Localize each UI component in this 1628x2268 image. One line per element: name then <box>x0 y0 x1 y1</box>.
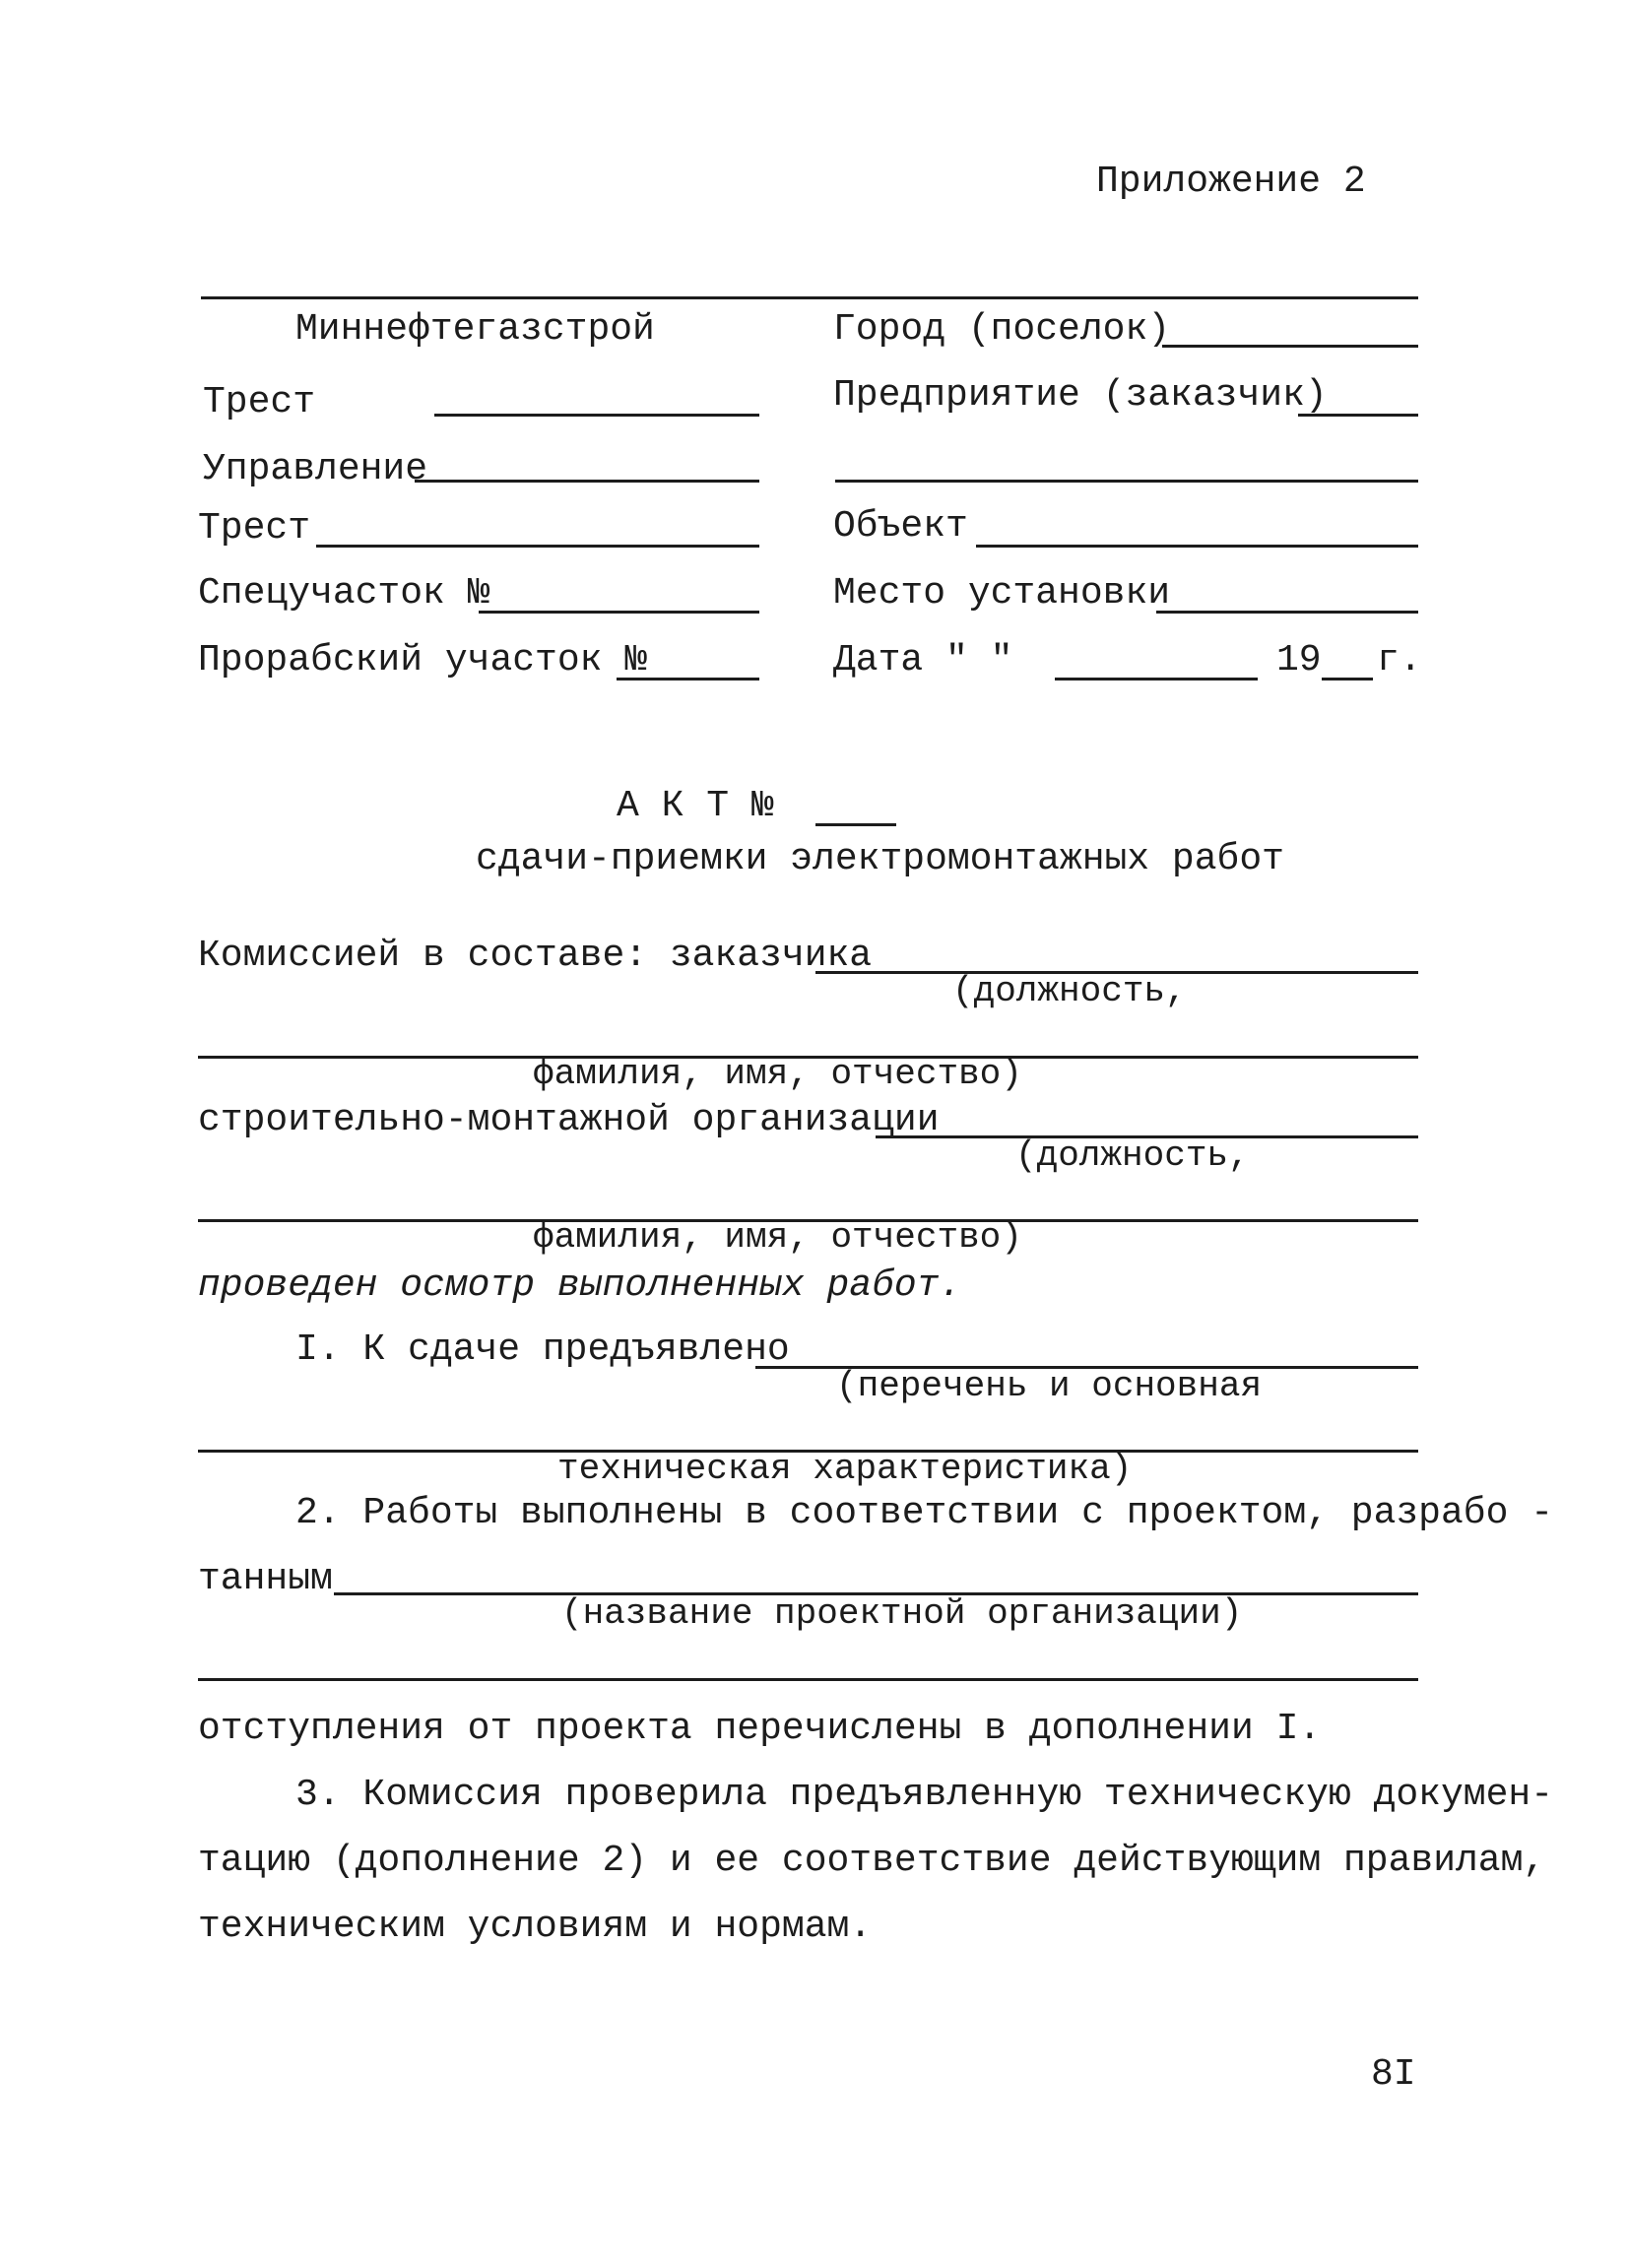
install-place-label: Место установки <box>833 572 1171 615</box>
appendix-label: Приложение 2 <box>1096 161 1366 203</box>
trust2-field[interactable] <box>316 545 759 548</box>
fio-caption-1: фамилия, имя, отчество) <box>533 1054 1022 1094</box>
year-prefix: 19 <box>1276 639 1322 681</box>
special-section-label: Спецучасток № <box>198 572 490 615</box>
item3-line3: техническим условиям и нормам. <box>198 1906 873 1948</box>
date-year-field[interactable] <box>1322 678 1373 680</box>
list-caption: (перечень и основная <box>836 1366 1263 1406</box>
install-place-field[interactable] <box>1156 611 1418 614</box>
enterprise-field-2[interactable] <box>835 480 1418 483</box>
item2-line2: танным <box>198 1558 333 1600</box>
enterprise-label: Предприятие (заказчик) <box>833 374 1328 417</box>
city-label: Город (поселок) <box>833 308 1171 351</box>
sm-org-label: строительно-монтажной организации <box>198 1099 940 1141</box>
year-suffix: г. <box>1377 639 1422 681</box>
special-section-field[interactable] <box>479 611 759 614</box>
tech-caption: техническая характеристика) <box>557 1449 1133 1489</box>
city-field[interactable] <box>1162 345 1418 348</box>
item3-line1: 3. Комиссия проверила предъявленную техническую докумен- <box>295 1774 1554 1816</box>
trust-label: Трест <box>203 381 316 423</box>
object-label: Объект <box>833 505 968 548</box>
commission-label: Комиссией в составе: заказчика <box>198 935 873 977</box>
design-org-caption: (название проектной организации) <box>561 1593 1243 1634</box>
design-org-field-2[interactable] <box>198 1678 1418 1681</box>
header-top-rule <box>201 296 1418 299</box>
item1-label: I. К сдаче предъявлено <box>295 1328 790 1371</box>
position-caption-2: (должность, <box>1015 1135 1250 1176</box>
ministry-name: Миннефтегазстрой <box>295 308 655 351</box>
fio-caption-2: фамилия, имя, отчество) <box>533 1217 1022 1258</box>
item3-line2: тацию (дополнение 2) и ее соответствие действующим правилам, <box>198 1840 1546 1882</box>
foreman-section-label: Прорабский участок № <box>198 639 648 681</box>
management-field[interactable] <box>415 480 759 483</box>
date-label: Дата " " <box>833 639 1013 681</box>
act-number-field[interactable] <box>815 823 896 826</box>
foreman-section-field[interactable] <box>617 678 759 680</box>
trust2-label: Трест <box>198 507 311 550</box>
enterprise-field[interactable] <box>1298 414 1418 417</box>
date-month-field[interactable] <box>1055 678 1258 680</box>
page-number: 8I <box>1371 2053 1416 2096</box>
object-field[interactable] <box>976 545 1418 548</box>
position-caption-1: (должность, <box>952 971 1187 1011</box>
trust-field[interactable] <box>434 414 759 417</box>
item2-line1: 2. Работы выполнены в соответствии с проектом, разрабо - <box>295 1492 1554 1534</box>
act-title: А К Т № <box>617 785 774 827</box>
deviations-text: отступления от проекта перечислены в дополнении I. <box>198 1708 1322 1750</box>
management-label: Управление <box>203 448 428 490</box>
inspection-text: проведен осмотр выполненных работ. <box>198 1264 962 1307</box>
act-subtitle: сдачи-приемки электромонтажных работ <box>476 838 1284 880</box>
